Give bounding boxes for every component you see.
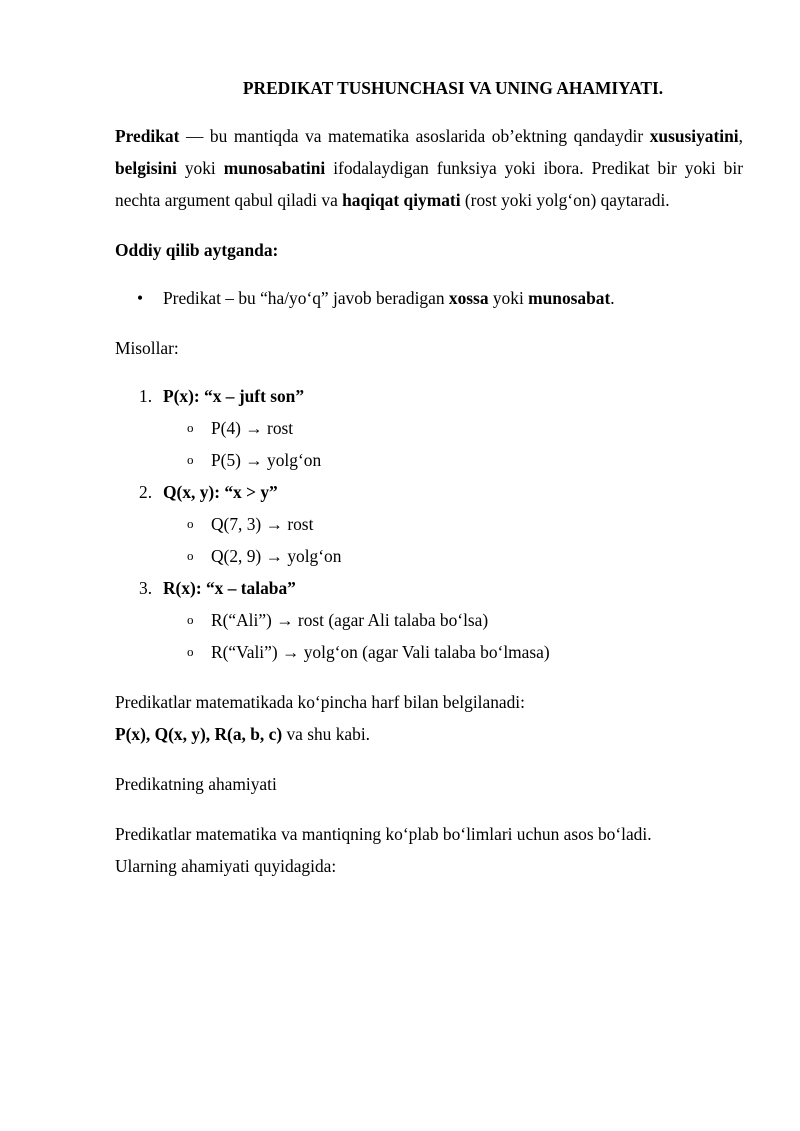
importance-heading: Predikatning ahamiyati bbox=[115, 774, 277, 794]
list-number: 2. bbox=[139, 482, 153, 502]
intro-paragraph: Predikat — bu mantiqda va matematika asoslarida ob’ektning qandaydir xususiyatini, belgisini yoki munosabatini ifodalaydigan funksiya yoki ibora. Predikat bir yoki bir nechta argument qabul qiladi va haqiqat qiymati (rost yoki yolg‘on) qaytaradi. bbox=[115, 126, 743, 210]
list-number: 3. bbox=[139, 578, 153, 598]
term-munosabatini: munosabatini bbox=[223, 158, 326, 178]
notation-line-1: Predikatlar matematikada ko‘pincha harf bilan belgilanadi: bbox=[115, 692, 525, 712]
example-item-2 bbox=[115, 476, 743, 572]
sub-marker: o bbox=[187, 548, 194, 563]
importance-line-2: Ularning ahamiyati quyidagida: bbox=[115, 856, 337, 876]
notation-line-2: P(x), Q(x, y), R(a, b, c) va shu kabi. bbox=[115, 724, 371, 744]
list-number: 1. bbox=[139, 386, 153, 406]
example-heading: 3. R(x): “x – talaba” bbox=[115, 572, 743, 604]
sub-list-item: o R(“Vali”) → yolg‘on (agar Vali talaba bo‘lmasa) bbox=[115, 636, 743, 668]
example-heading: 2. Q(x, y): “x > y” bbox=[115, 476, 743, 508]
term-xususiyatini: xususiyatini bbox=[649, 126, 739, 146]
sub-list-item: o Q(2, 9) → yolg‘on bbox=[115, 540, 743, 572]
sub-list-item: o P(5) → yolg‘on bbox=[115, 444, 743, 476]
sub-marker: o bbox=[187, 612, 194, 627]
document-body bbox=[115, 72, 743, 882]
bullet-marker: • bbox=[137, 288, 144, 308]
term-predikat: Predikat bbox=[115, 126, 180, 146]
sub-list-item: o R(“Ali”) → rost (agar Ali talaba bo‘lsa) bbox=[115, 604, 743, 636]
sub-list-item: o Q(7, 3) → rost bbox=[115, 508, 743, 540]
term-belgisini: belgisini bbox=[115, 158, 177, 178]
notation-symbols: P(x), Q(x, y), R(a, b, c) bbox=[115, 724, 283, 744]
example-sub-list bbox=[115, 604, 743, 668]
examples-label: Misollar: bbox=[115, 338, 179, 358]
importance-line-1: Predikatlar matematika va mantiqning ko‘plab bo‘limlari uchun asos bo‘ladi. bbox=[115, 824, 652, 844]
term-haqiqat-qiymati: haqiqat qiymati bbox=[342, 190, 461, 210]
example-item-1 bbox=[115, 380, 743, 476]
example-item-3 bbox=[115, 572, 743, 668]
bullet-list bbox=[115, 282, 743, 314]
document-title: PREDIKAT TUSHUNCHASI VA UNING AHAMIYATI. bbox=[242, 78, 664, 98]
example-sub-list bbox=[115, 412, 743, 476]
example-sub-list bbox=[115, 508, 743, 572]
sub-list-item: o P(4) → rost bbox=[115, 412, 743, 444]
bullet-item: • Predikat – bu “ha/yo‘q” javob beradigan xossa yoki munosabat. bbox=[115, 282, 743, 314]
sub-marker: o bbox=[187, 452, 194, 467]
term-munosabat: munosabat bbox=[528, 288, 611, 308]
sub-marker: o bbox=[187, 644, 194, 659]
examples-list bbox=[115, 380, 743, 668]
simple-heading: Oddiy qilib aytganda: bbox=[115, 240, 279, 260]
sub-marker: o bbox=[187, 516, 194, 531]
example-heading: 1. P(x): “x – juft son” bbox=[115, 380, 743, 412]
sub-marker: o bbox=[187, 420, 194, 435]
term-xossa: xossa bbox=[448, 288, 489, 308]
